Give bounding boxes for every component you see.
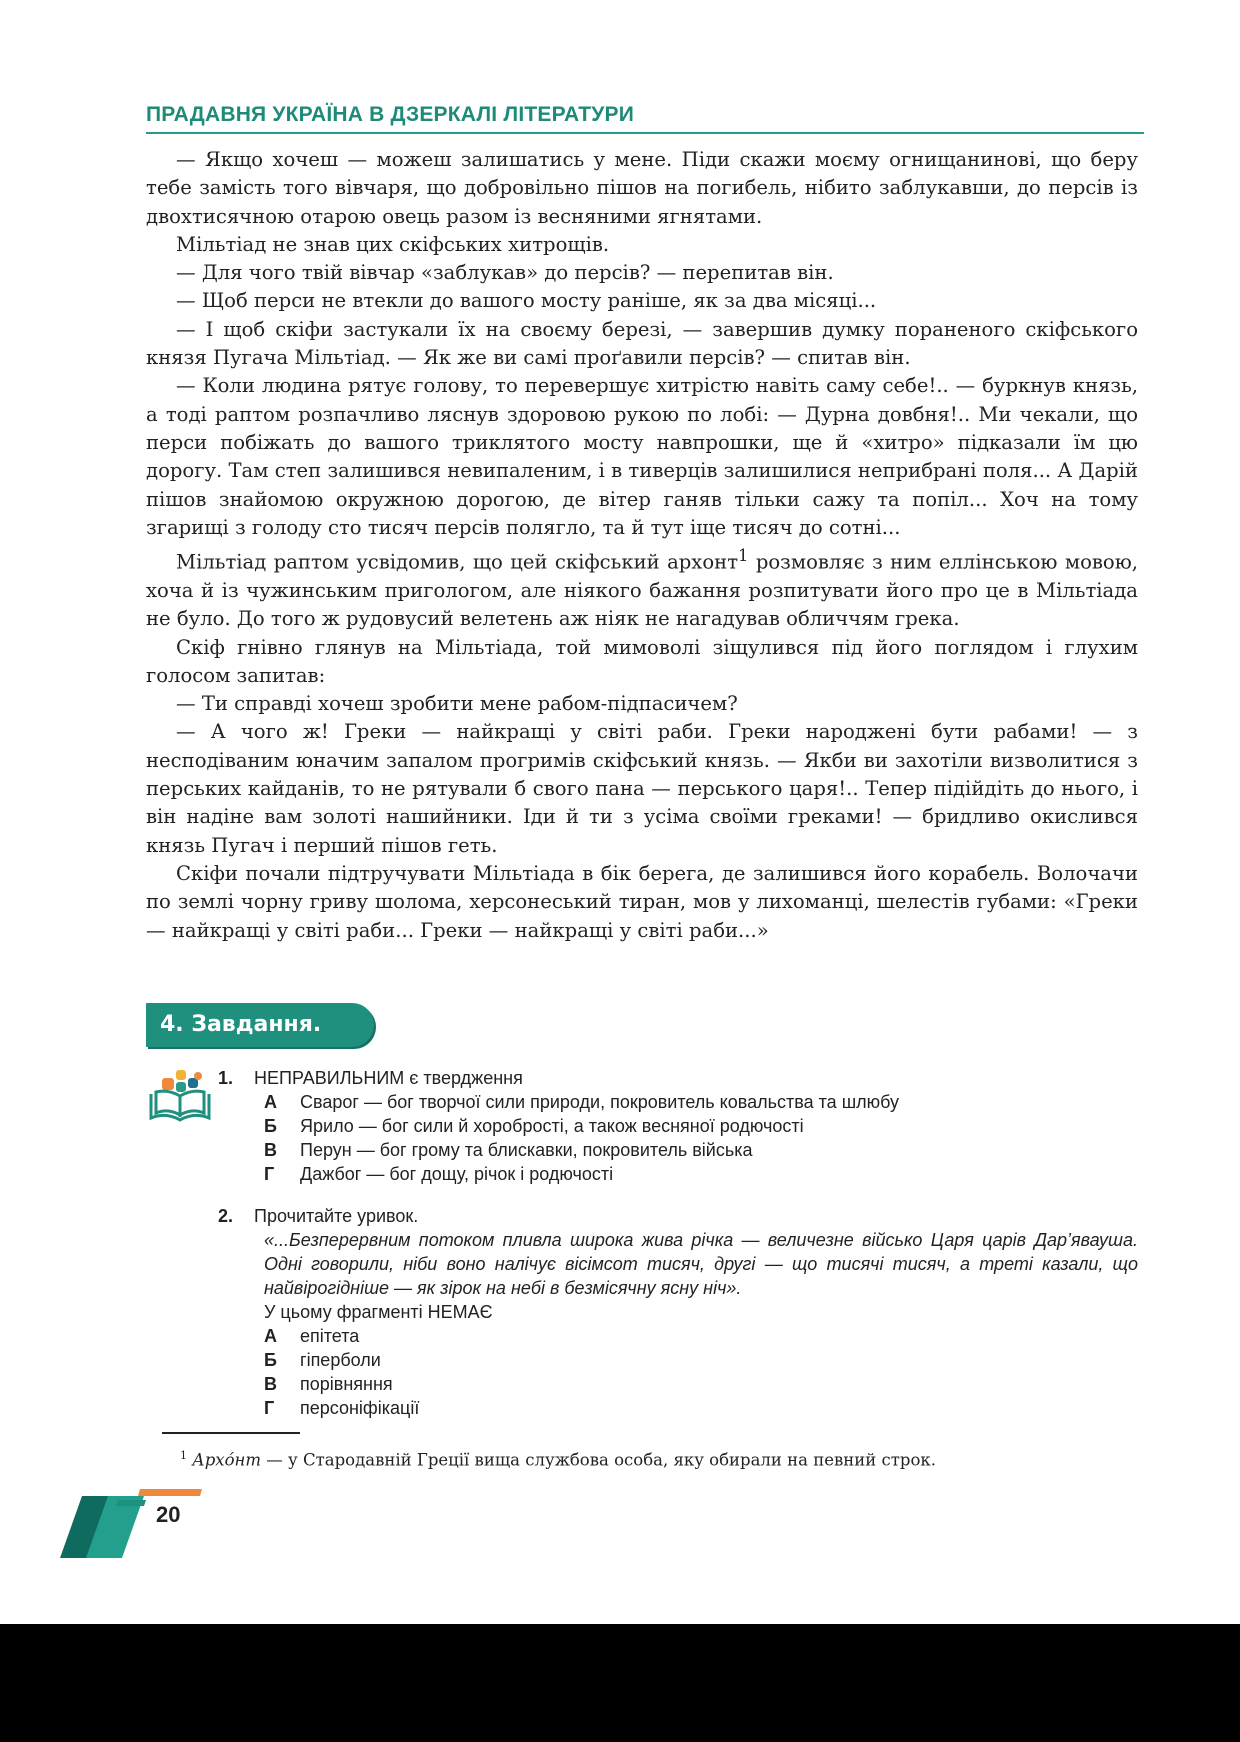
option-letter: В (264, 1374, 277, 1394)
paragraph: — Коли людина рятує голову, то перевершує хитрістю навіть саму себе!.. — буркнув князь, а тоді раптом розпачливо ляснув здоровою рукою по лобі: — Дурна довбня!.. Ми чекали, що перси побіжать до вашого триклятого мосту навпрошки, ще й «хитро» підказали їм цю дорогу. Там степ залишився невипаленим, і в тиверців залишилися неприбрані поля... А Дарій пішов знайомою окружною дорогою, де вітер ганяв тільки сажу та попіл... Хоч на тому згарищі з голоду сто тисяч персів полягло, та й тут іще тисяч до сотні... (146, 374, 1138, 539)
answer-option (264, 1114, 1138, 1138)
task-list (146, 1066, 1138, 1420)
header-title: ПРАДАВНЯ УКРАЇНА В ДЗЕРКАЛІ ЛІТЕРАТУРИ (146, 103, 635, 126)
section-heading (146, 1003, 374, 1047)
answer-option (264, 1396, 1138, 1420)
option-text: персоніфікації (300, 1398, 420, 1418)
paragraph: — Ти справді хочеш зробити мене рабом-підпасичем? (176, 692, 738, 716)
option-text: Дажбог — бог дощу, річок і родючості (300, 1164, 614, 1184)
section-title: 4. Завдання. (160, 1012, 322, 1037)
paragraph: Скіфи почали підтручувати Мільтіада в бік берега, де залишився його корабель. Волочачи по землі чорну гриву шолома, херсонеський тиран, мов у лихоманці, шелестів губами: «Греки — найкращі у світі раби... Греки — найкращі у світі раби...» (146, 861, 1138, 942)
page-corner-decoration (60, 1488, 220, 1558)
paragraph: — І щоб скіфи застукали їх на своєму березі, — завершив думку пораненого скіфського князя Пугача Мільтіад. — Як же ви самі проґавили персів? — спитав він. (146, 317, 1138, 370)
story-text (146, 146, 1138, 945)
task-2 (146, 1204, 1138, 1420)
paragraph: Скіф гнівно глянув на Мільтіада, той мимоволі зіщулився під його поглядом і глухим голосом запитав: (146, 635, 1138, 687)
answer-option (264, 1348, 1138, 1372)
option-letter: А (264, 1092, 277, 1112)
paragraph: — А чого ж! Греки — найкращі у світі раби. Греки народжені бути рабами! — з несподіваним юначим запалом прогримів скіфський князь. — Якби ви захотіли визволитися з перських кайданів, то не рятували б свого пана — перського царя!.. Тепер підійдіть до нього, і він надіне вам золоті нашийники. Іди й ти з усіма своїми греками! — бридливо окислився князь Пугач і перший пішов геть. (146, 720, 1138, 857)
paragraph: — Для чого твій вівчар «заблукав» до персів? — перепитав він. (176, 261, 834, 285)
option-text: гіперболи (300, 1350, 381, 1370)
task-number: 1. (218, 1068, 234, 1088)
option-letter: Г (264, 1164, 275, 1184)
paragraph: — Щоб перси не втекли до вашого мосту раніше, як за два місяці... (176, 289, 877, 313)
answer-option (264, 1372, 1138, 1396)
task-prompt: Прочитайте уривок. (254, 1206, 419, 1226)
option-letter: Б (264, 1116, 277, 1136)
option-text: порівняння (300, 1374, 393, 1394)
task-prompt: НЕПРАВИЛЬНИМ є твердження (254, 1068, 523, 1088)
answer-option (264, 1324, 1138, 1348)
option-text: епітета (300, 1326, 360, 1346)
answer-option (264, 1162, 1138, 1186)
footnote-term: Архо́нт (192, 1450, 262, 1470)
answer-option (264, 1090, 1138, 1114)
option-letter: А (264, 1326, 277, 1346)
paragraph: — Якщо хочеш — можеш залишатись у мене. Піди скажи моєму огнищанинові, що беру тебе замість того вівчаря, що добровільно пішов на погибель, нібито заблукавши, до персів із двохтисячною отарою овець разом із весняними ягнятами. (146, 148, 1138, 228)
paragraph: Мільтіад не знав цих скіфських хитрощів. (176, 232, 610, 256)
footnote (180, 1444, 936, 1473)
task-number: 2. (218, 1206, 234, 1226)
option-text: Перун — бог грому та блискавки, покровитель війська (300, 1140, 753, 1160)
answer-option (264, 1138, 1138, 1162)
option-letter: В (264, 1140, 277, 1160)
footnote-divider (162, 1432, 300, 1434)
footnote-number: 1 (180, 1449, 187, 1462)
paragraph-part: Мільтіад раптом усвідомив, що цей скіфський архонт (176, 550, 739, 574)
footnote-text: — у Стародавній Греції вища службова особа, яку обирали на певний строк. (261, 1450, 936, 1470)
option-text: Сварог — бог творчої сили природи, покровитель ковальства та шлюбу (300, 1092, 900, 1112)
paragraph-part: розмовляє з ним еллінською мовою, хоча й із чужинським пригологом, але ніякого бажання розпитувати його про це в Мільтіада не було. До того ж рудовусий велетень аж ніяк не нагадував обличчям грека. (146, 550, 1138, 631)
option-text: Ярило — бог сили й хоробрості, а також весняної родючості (300, 1116, 804, 1136)
page-number: 20 (156, 1502, 181, 1527)
footnote-marker[interactable]: 1 (738, 546, 749, 566)
option-letter: Г (264, 1398, 275, 1418)
paragraph (146, 542, 1138, 633)
option-letter: Б (264, 1350, 277, 1370)
running-header (146, 100, 1144, 134)
task-question: У цьому фрагменті НЕМАЄ (264, 1302, 493, 1322)
task-1 (146, 1066, 1138, 1186)
quoted-excerpt: «...Безперервним потоком пливла широка жива річка — величезне військо Царя царів Дар’явауша. Одні говорили, ніби воно налічує вісімсот тисяч, другі — що тисячі тисяч, а треті казали, що найвірогідніше — як зірок на небі в безмісячну ясну ніч». (264, 1230, 1138, 1298)
